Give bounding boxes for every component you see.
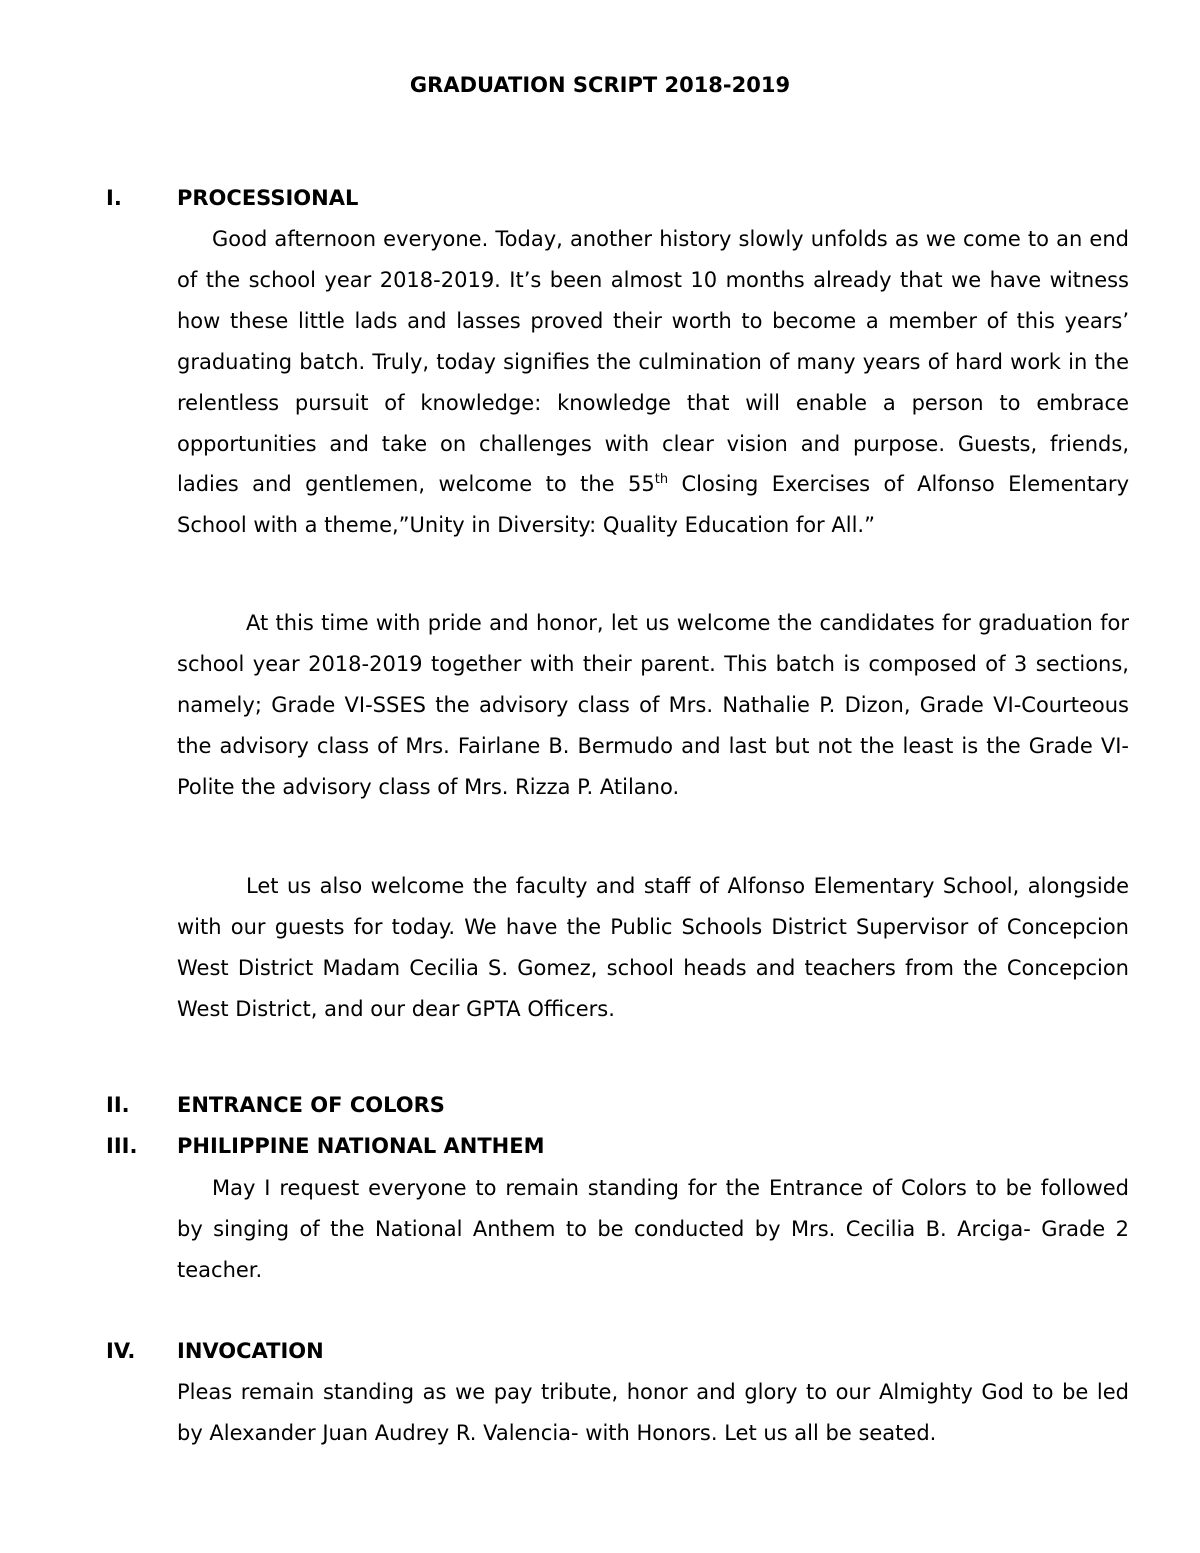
paragraph-text: Good afternoon everyone. Today, another history slowly unfolds as we come to an end of the school year 2018-2019. It’s been almost 10 months already that we have witness how these little lads and lasses proved their worth to become a member of this years’ graduating batch. Truly, today signifies the culmination of many years of hard work in the relentless pursuit of knowledge: knowledge that will enable a person to embrace opportunities and take on challenges with clear vision and purpose. Guests, friends, ladies and gentlemen, welcome to the 55 [177, 227, 1129, 497]
processional-paragraph-3: Let us also welcome the faculty and staff of Alfonso Elementary School, alongside with our guests for today. We have the Public Schools District Supervisor of Concepcion West District Madam Cecilia S. Gomez, school heads and teachers from the Concepcion West District, and our dear GPTA Officers. [177, 874, 1129, 1021]
section-title: ENTRANCE OF COLORS [177, 1093, 445, 1117]
processional-paragraph-2: At this time with pride and honor, let us welcome the candidates for graduation for school year 2018-2019 together with their parent. This batch is composed of 3 sections, namely; Grade VI-SSES the advisory class of Mrs. Nathalie P. Dizon, Grade VI-Courteous the advisory class of Mrs. Fairlane B. Bermudo and last but not the least is the Grade VI- Polite the advisory class of Mrs. Rizza P. Atilano. [177, 611, 1129, 799]
section-title: INVOCATION [177, 1339, 324, 1363]
national-anthem-paragraph: May I request everyone to remain standing for the Entrance of Colors to be followed by singing of the National Anthem to be conducted by Mrs. Cecilia B. Arciga- Grade 2 teacher. [177, 1176, 1129, 1282]
section-heading-national-anthem [106, 1128, 1136, 1164]
section-heading-invocation [106, 1333, 1136, 1369]
superscript-th: th [654, 472, 669, 488]
section-number: III. [106, 1134, 138, 1158]
paragraph-text-continued: Closing Exercises of Alfonso Elementary School with a theme,”Unity in Diversity: Quality Education for All.” [177, 472, 1129, 538]
section-number: II. [106, 1093, 130, 1117]
invocation-paragraph: Pleas remain standing as we pay tribute, honor and glory to our Almighty God to be led by Alexander Juan Audrey R. Valencia- with Honors. Let us all be seated. [177, 1380, 1129, 1445]
document-title: GRADUATION SCRIPT 2018-2019 [409, 73, 791, 97]
section-heading-entrance-of-colors [106, 1087, 1136, 1123]
processional-paragraph-1 [177, 219, 1129, 546]
section-heading-processional [106, 180, 1136, 216]
section-title: PHILIPPINE NATIONAL ANTHEM [177, 1134, 545, 1158]
section-title: PROCESSIONAL [177, 186, 359, 210]
section-number: I. [106, 186, 122, 210]
section-number: IV. [106, 1339, 136, 1363]
